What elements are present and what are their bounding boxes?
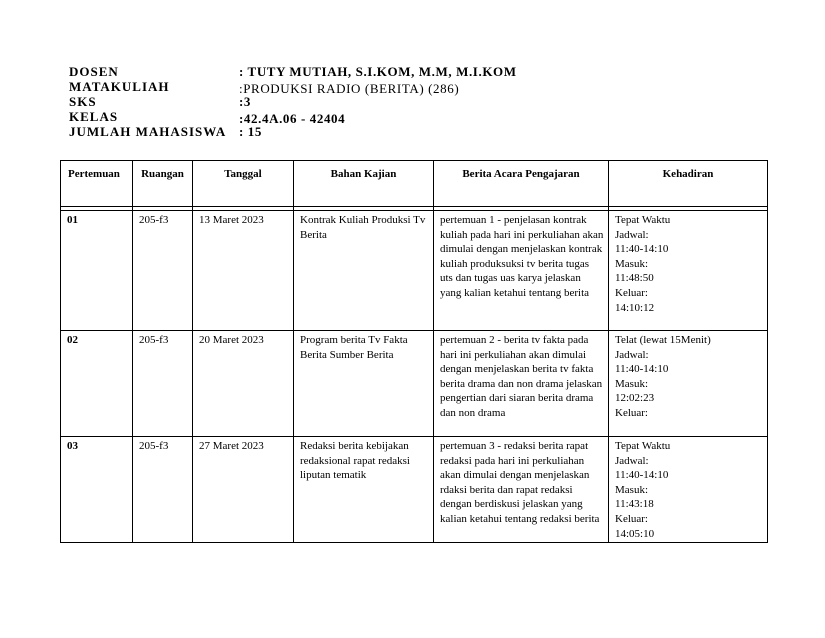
table-header-row: [61, 161, 768, 207]
cell-kehadiran: [609, 437, 768, 543]
check-out-label: Keluar:: [615, 512, 648, 525]
cell-pertemuan: 03: [61, 437, 133, 543]
cell-berita-acara: pertemuan 1 - penjelasan kontrak kuliah pada hari ini perkuliahan akan dimulai dengan menjelaskan kontrak kuliah produksuksi tv berita tugas uts dan tugas uas karya jelaskan yang kalian ketahui tentang berita: [434, 211, 609, 331]
check-in-label: Masuk:: [615, 257, 648, 270]
info-value: : 15: [239, 124, 262, 139]
info-value: :PRODUKSI RADIO (BERITA) (286): [239, 81, 460, 96]
schedule-label: Jadwal:: [615, 348, 649, 361]
info-value: : TUTY MUTIAH, S.I.KOM, M.M, M.I.KOM: [239, 64, 517, 79]
cell-kehadiran: [609, 211, 768, 331]
cell-tanggal: 20 Maret 2023: [193, 331, 294, 437]
col-header-berita-acara: Berita Acara Pengajaran: [434, 161, 609, 207]
info-value: :42.4A.06 - 42404: [239, 111, 346, 126]
check-in-time: 11:43:18: [615, 498, 654, 511]
cell-pertemuan: 01: [61, 211, 133, 331]
attendance-status: Tepat Waktu: [615, 214, 671, 226]
info-label: DOSEN: [69, 64, 119, 79]
check-out-label: Keluar:: [615, 286, 648, 299]
cell-bahan-kajian: Kontrak Kuliah Produksi Tv Berita: [294, 211, 434, 331]
info-label: KELAS: [69, 109, 119, 124]
table-row: [61, 331, 768, 437]
cell-ruangan: 205-f3: [133, 437, 193, 543]
table-row: [61, 211, 768, 331]
col-header-tanggal: Tanggal: [193, 161, 294, 207]
col-header-pertemuan: Pertemuan: [61, 161, 133, 207]
check-in-label: Masuk:: [615, 483, 648, 496]
cell-tanggal: 27 Maret 2023: [193, 437, 294, 543]
check-out-time: 14:10:12: [615, 301, 655, 314]
attendance-status: Telat (lewat 15Menit): [615, 334, 711, 346]
attendance-status: Tepat Waktu: [615, 440, 671, 452]
info-label: JUMLAH MAHASISWA: [69, 124, 227, 139]
schedule-label: Jadwal:: [615, 454, 649, 467]
schedule-time: 11:40-14:10: [615, 243, 669, 256]
table-row: [61, 437, 768, 543]
info-value: :3: [239, 94, 252, 109]
info-label: SKS: [69, 94, 97, 109]
schedule-time: 11:40-14:10: [615, 363, 669, 376]
col-header-kehadiran: Kehadiran: [609, 161, 768, 207]
col-header-bahan-kajian: Bahan Kajian: [294, 161, 434, 207]
cell-tanggal: 13 Maret 2023: [193, 211, 294, 331]
cell-berita-acara: pertemuan 2 - berita tv fakta pada hari ini perkuliahan akan dimulai dengan menjelaskan berita tv fakta berita drama dan non drama jelaskan pengertian dari siaran berita drama dan non drama: [434, 331, 609, 437]
cell-ruangan: 205-f3: [133, 331, 193, 437]
cell-bahan-kajian: Redaksi berita kebijakan redaksional rapat redaksi liputan tematik: [294, 437, 434, 543]
check-in-time: 12:02:23: [615, 392, 655, 405]
check-out-label: Keluar:: [615, 406, 648, 419]
cell-kehadiran: [609, 331, 768, 437]
attendance-table: [60, 160, 768, 543]
check-in-label: Masuk:: [615, 377, 648, 390]
schedule-label: Jadwal:: [615, 228, 649, 241]
cell-bahan-kajian: Program berita Tv Fakta Berita Sumber Berita: [294, 331, 434, 437]
cell-ruangan: 205-f3: [133, 211, 193, 331]
check-in-time: 11:48:50: [615, 272, 654, 285]
check-out-time: 14:05:10: [615, 527, 655, 540]
col-header-ruangan: Ruangan: [133, 161, 193, 207]
info-label: MATAKULIAH: [69, 79, 170, 94]
cell-pertemuan: 02: [61, 331, 133, 437]
schedule-time: 11:40-14:10: [615, 469, 669, 482]
cell-berita-acara: pertemuan 3 - redaksi berita rapat redaksi pada hari ini perkuliahan akan dimulai dengan menjelaskan rdaksi berita dan rapat redaksi dengan berdiskusi jelaskan yang kalian ketahui tentang redaksi berita: [434, 437, 609, 543]
